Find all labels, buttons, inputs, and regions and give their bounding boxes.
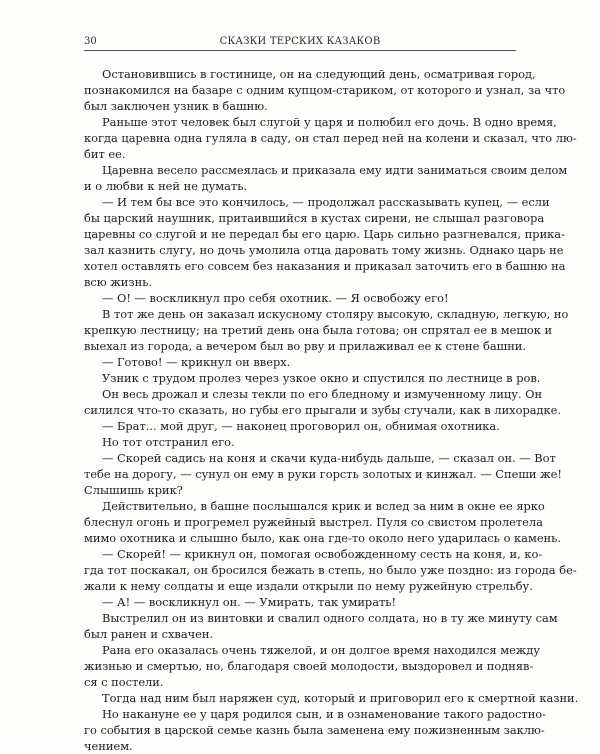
paragraph xyxy=(84,354,516,370)
paragraph xyxy=(84,370,541,386)
paragraph xyxy=(84,418,516,434)
text-line: жизнью и смертью, но, благодаря своей молодости, выздоровел и подняв- xyxy=(84,659,534,673)
text-line: крепкую лестницу; на третий день она была готова; он спрятал ее в мешок и xyxy=(84,323,553,337)
text-line: Узник с трудом пролез через узкое окно и спустился по лестнице в ров. xyxy=(102,371,541,385)
text-line: Тогда над ним был наряжен суд, который и приговорил его к смертной казни. xyxy=(102,691,579,705)
text-line: чением. xyxy=(84,739,133,753)
text-line: — И тем бы все это кончилось, — продолжал рассказывать купец, — если xyxy=(102,195,550,209)
text-line: был заключен узник в башню. xyxy=(84,99,268,113)
paragraph xyxy=(84,498,561,546)
text-line: Раньше этот человек был слугой у царя и полюбил его дочь. В одно время, xyxy=(102,115,557,129)
body-text xyxy=(84,66,579,754)
text-line: В тот же день он заказал искусному столяру высокую, складную, легкую, но xyxy=(102,307,569,321)
text-line: тебе на дорогу, — сунул он ему в руки горсть золотых и кинжал. — Спеши же! xyxy=(84,467,562,481)
text-line: Выстрелил он из винтовки и свалил одного солдата, но в ту же минуту сам xyxy=(102,611,558,625)
text-line: выехал из города, а вечером был во рву и прилаживал ее к стене башни. xyxy=(84,339,527,353)
text-line: ся с постели. xyxy=(84,675,164,689)
paragraph xyxy=(84,546,577,594)
text-line: — Скорей садись на коня и скачи куда-нибудь дальше, — сказал он. — Вот xyxy=(102,451,556,465)
text-line: Действительно, в башне послышался крик и вслед за ним в окне ее ярко xyxy=(102,499,545,513)
text-line: царевны со слугой и не передал бы его царю. Царь сильно разгневался, прика- xyxy=(84,227,565,241)
page-number: 30 xyxy=(84,36,97,47)
text-line: зал казнить слугу, но дочь умолила отца даровать тому жизнь. Однако царь не xyxy=(84,243,564,257)
text-line: жали к нему солдаты и еще издали открыли по нему ружейную стрельбу. xyxy=(84,579,533,593)
header-divider xyxy=(84,50,516,51)
text-line: был ранен и схвачен. xyxy=(84,627,214,641)
text-line: гда тот поскакал, он бросился бежать в степь, но было уже поздно: из города бе- xyxy=(84,563,577,577)
text-line: Рана его оказалась очень тяжелой, и он долгое время находился между xyxy=(102,643,540,657)
text-line: всю жизнь. xyxy=(84,275,153,289)
text-line: Он весь дрожал и слезы текли по его бледному и измученному лицу. Он xyxy=(102,387,543,401)
text-line: бит ее. xyxy=(84,147,126,161)
paragraph xyxy=(84,690,579,706)
paragraph xyxy=(84,114,577,162)
paragraph xyxy=(84,290,516,306)
paragraph xyxy=(84,306,569,354)
paragraph xyxy=(84,642,540,690)
paragraph xyxy=(84,194,566,290)
text-line: — А! — воскликнул он. — Умирать, так умирать! xyxy=(102,595,397,609)
text-line: Царевна весело рассмеялась и приказала ему идти заниматься своим делом xyxy=(102,163,568,177)
text-line: — О! — воскликнул про себя охотник. — Я освобожу его! xyxy=(102,291,449,305)
text-line: мимо охотника и слышно было, как она где-то около него ударилась о камень. xyxy=(84,531,561,545)
text-line: — Брат... мой друг, — наконец проговорил он, обнимая охотника. xyxy=(102,419,500,433)
running-head xyxy=(84,36,516,52)
text-line: бы царский наушник, притаившийся в кустах сирени, не слышал разговора xyxy=(84,211,545,225)
text-line: блеснул огонь и прогремел ружейный выстрел. Пуля со свистом пролетела xyxy=(84,515,543,529)
book-title: СКАЗКИ ТЕРСКИХ КАЗАКОВ xyxy=(219,36,381,47)
paragraph xyxy=(84,450,562,498)
text-line: Остановившись в гостинице, он на следующий день, осматривая город, xyxy=(102,67,536,81)
paragraph xyxy=(84,594,516,610)
text-line: го события в царской семье казнь была заменена ему пожизненным заклю- xyxy=(84,723,545,737)
text-line: Но тот отстранил его. xyxy=(102,435,235,449)
text-line: силился что-то сказать, но губы его прыгали и зубы стучали, как в лихорадке. xyxy=(84,403,562,417)
text-line: — Готово! — крикнул он вверх. xyxy=(102,355,291,369)
text-line: — Скорей! — крикнул он, помогая освобожденному сесть на коня, и, ко- xyxy=(102,547,543,561)
text-line: Слышишь крик? xyxy=(84,483,183,497)
paragraph xyxy=(84,434,516,450)
text-line: и о любви к ней не думать. xyxy=(84,179,248,193)
paragraph xyxy=(84,706,546,754)
paragraph xyxy=(84,386,562,418)
text-line: Но накануне ее у царя родился сын, и в ознаменование такого радостно- xyxy=(102,707,546,721)
paragraph xyxy=(84,610,558,642)
text-line: когда царевна одна гуляла в саду, он стал перед ней на колени и сказал, что лю- xyxy=(84,131,577,145)
paragraph xyxy=(84,162,568,194)
text-line: хотел оставлять его совсем без наказания и приказал заточить его в башню на xyxy=(84,259,566,273)
text-line: познакомился на базаре с одним купцом-стариком, от которого и узнал, за что xyxy=(84,83,566,97)
paragraph xyxy=(84,66,566,114)
